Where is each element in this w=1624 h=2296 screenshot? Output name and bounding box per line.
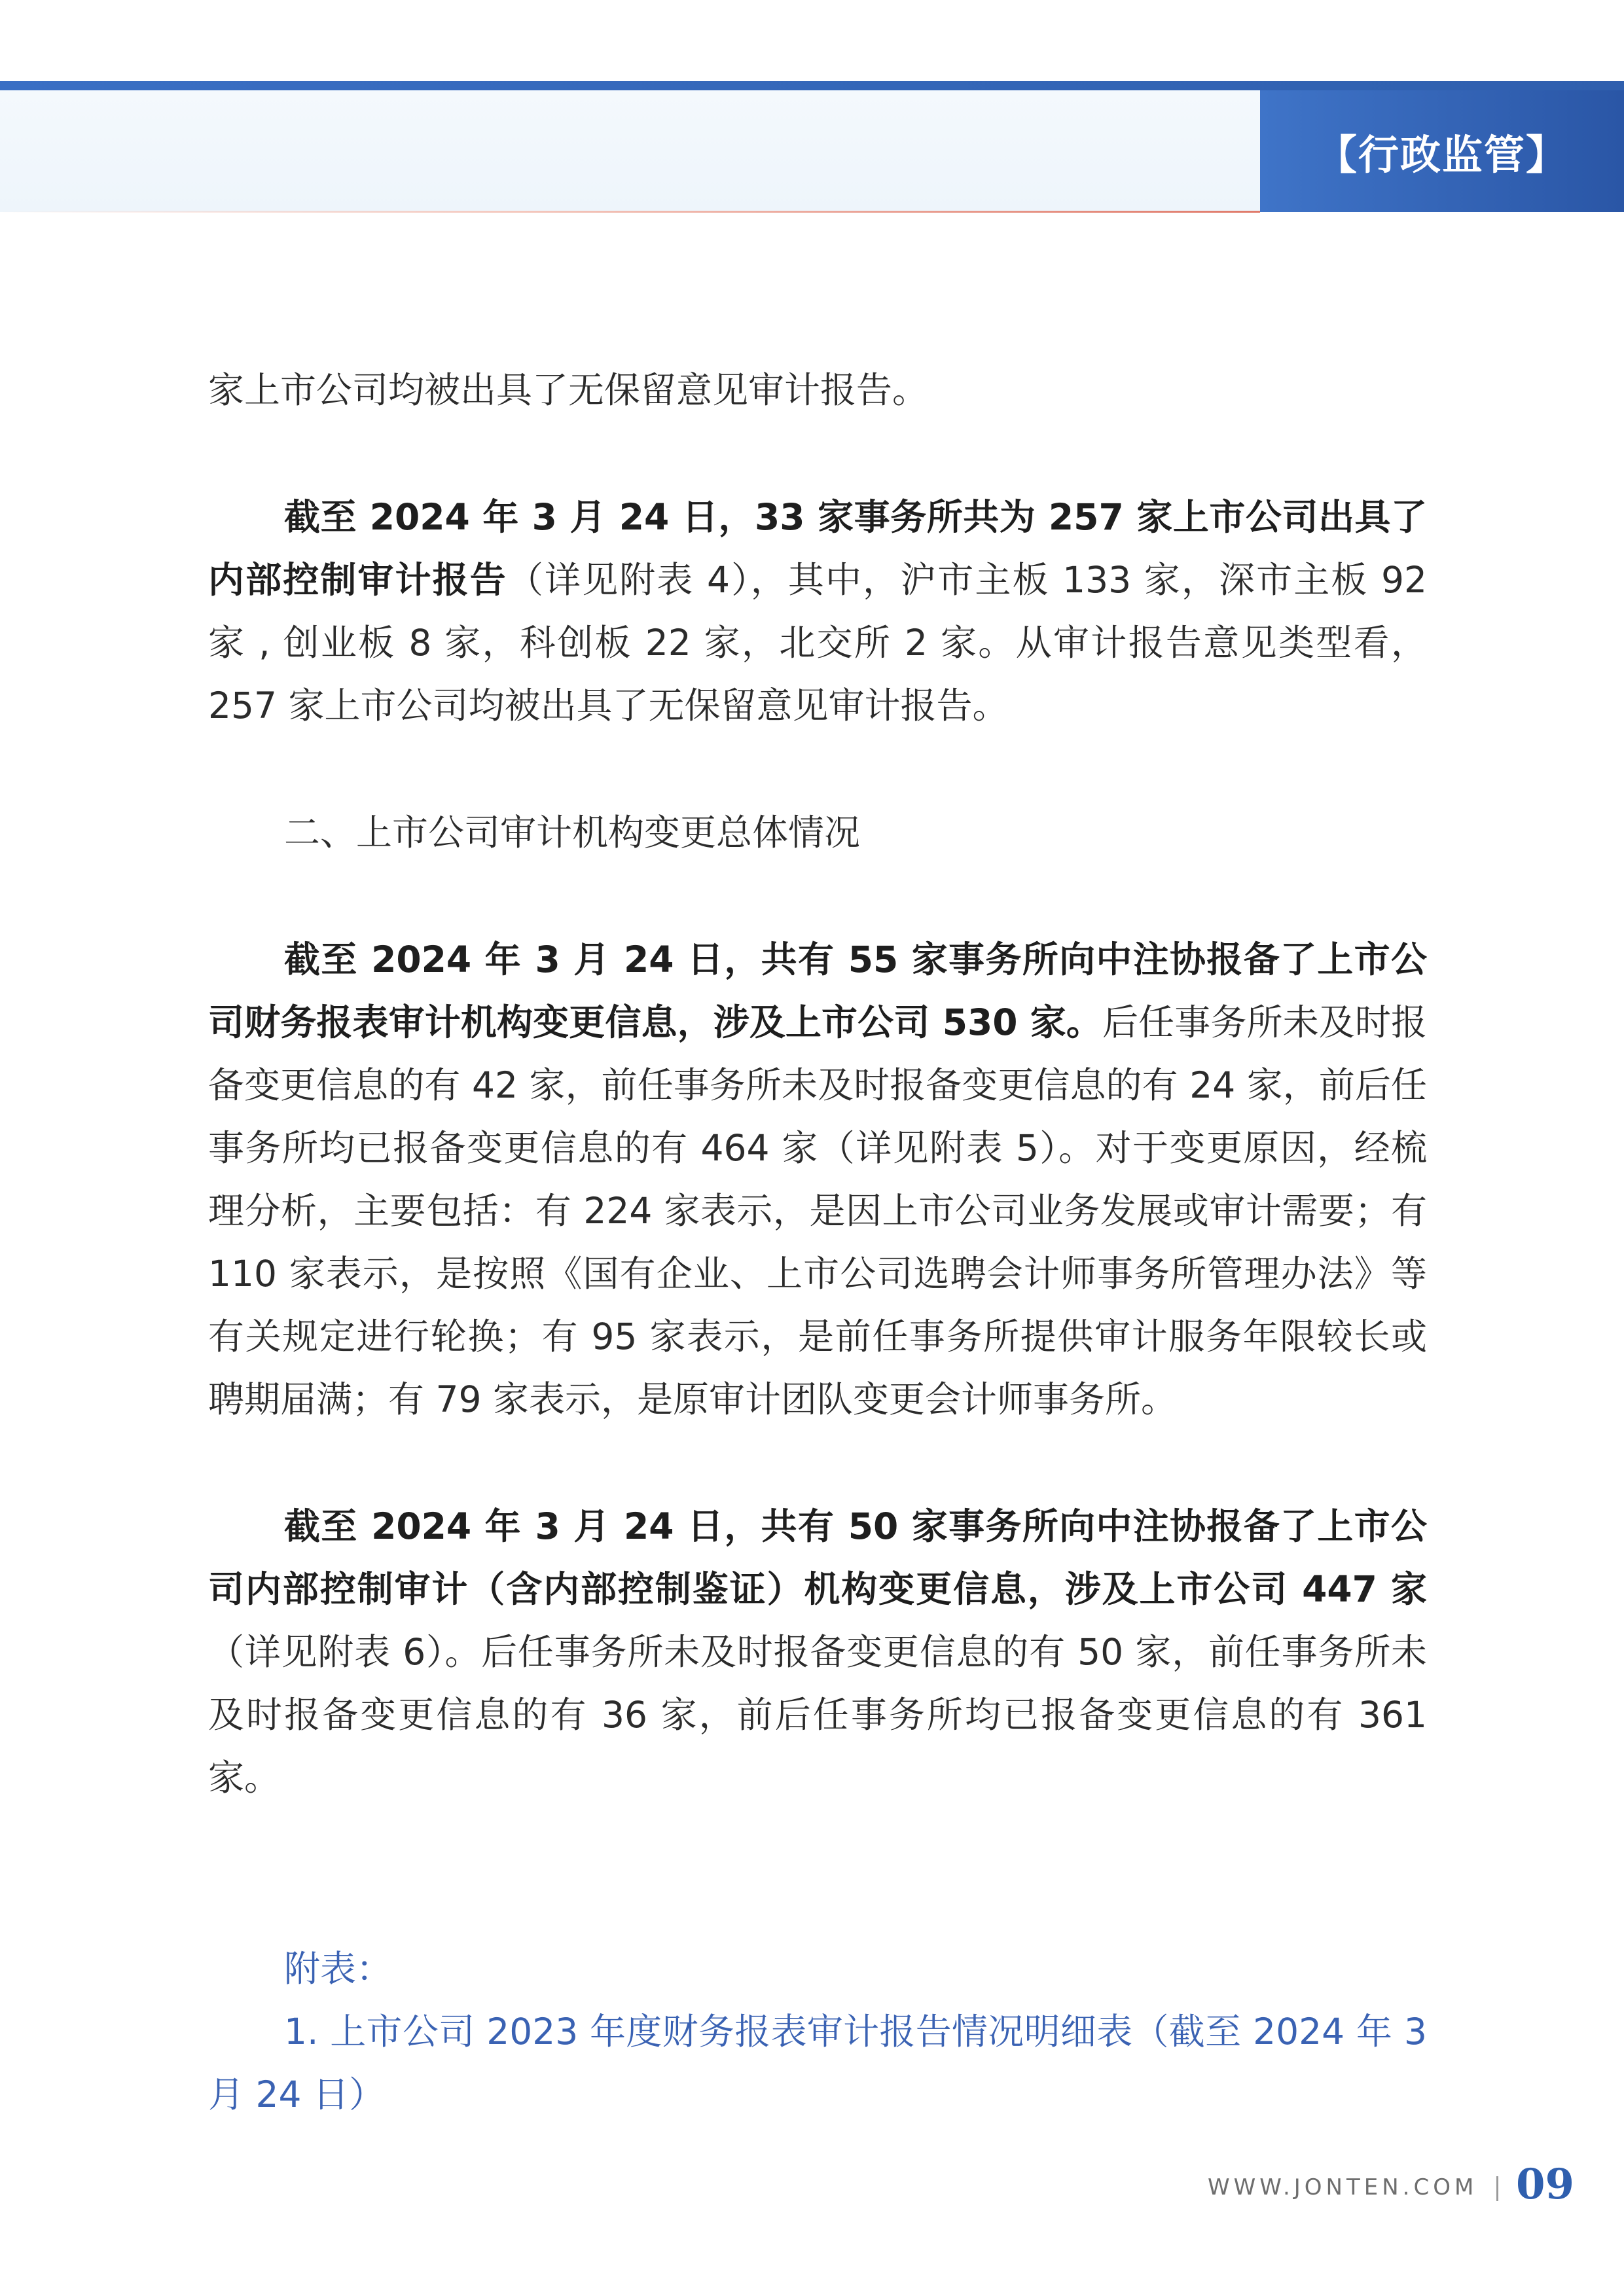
section-heading: 二、上市公司审计机构变更总体情况 <box>284 812 861 853</box>
paragraph-internal-control-audit <box>208 486 1427 737</box>
paragraph-financial-audit-change <box>208 928 1427 1431</box>
section-tag: 【行政监管】 <box>1260 90 1624 212</box>
paragraph-body: （详见附表 6）。后任事务所未及时报备变更信息的有 50 家，前任事务所未及时报备变更信息的有 36 家，前后任事务所均已报备变更信息的有 361 家。 <box>208 1631 1427 1799</box>
paragraph-body: （详见附表 4），其中，沪市主板 133 家，深市主板 92 家 , 创业板 8 家，科创板 22 家，北交所 2 家。从审计报告意见类型看，257 家上市公司均被出具了无保留意见审计报告。 <box>208 559 1427 726</box>
header-band <box>0 90 1260 212</box>
appendix-label: 附表： <box>284 1948 393 1990</box>
appendix-item-link[interactable]: 1. 上市公司 2023 年度财务报表审计报告情况明细表（截至 2024 年 3 月 24 日） <box>208 2011 1427 2115</box>
header-underline <box>0 211 1260 213</box>
paragraph-body: 后任事务所未及时报备变更信息的有 42 家，前任事务所未及时报备变更信息的有 24 家，前后任事务所均已报备变更信息的有 464 家（详见附表 5）。对于变更原因，经梳理分析，主要包括：有 224 家表示，是因上市公司业务发展或审计需要；有 110 家表示，是按照《国有企业、上市公司选聘会计师事务所管理办法》等有关规定进行轮换；有 95 家表示，是前任事务所提供审计服务年限较长或聘期届满；有 79 家表示，是原审计团队变更会计师事务所。 <box>208 1001 1427 1420</box>
footer-divider <box>1496 2176 1498 2201</box>
paragraph-lead-bold: 截至 2024 年 3 月 24 日，共有 55 家事务所向中注协报备了上市公司财务报表审计机构变更信息，涉及上市公司 530 家。 <box>208 939 1427 1043</box>
paragraph-lead-bold: 截至 2024 年 3 月 24 日，共有 50 家事务所向中注协报备了上市公司内部控制审计（含内部控制鉴证）机构变更信息，涉及上市公司 447 家 <box>208 1505 1427 1610</box>
page-number: 09 <box>1516 2160 1575 2209</box>
paragraph-lead-bold: 截至 2024 年 3 月 24 日，33 家事务所共为 257 家上市公司出具了内部控制审计报告 <box>208 496 1427 601</box>
header-top-rule <box>0 81 1624 90</box>
footer-website[interactable]: WWW.JONTEN.COM <box>1208 2174 1478 2200</box>
paragraph-continuation: 家上市公司均被出具了无保留意见审计报告。 <box>208 369 929 411</box>
paragraph-internal-control-change <box>208 1495 1427 1809</box>
body-content <box>208 359 1427 2126</box>
